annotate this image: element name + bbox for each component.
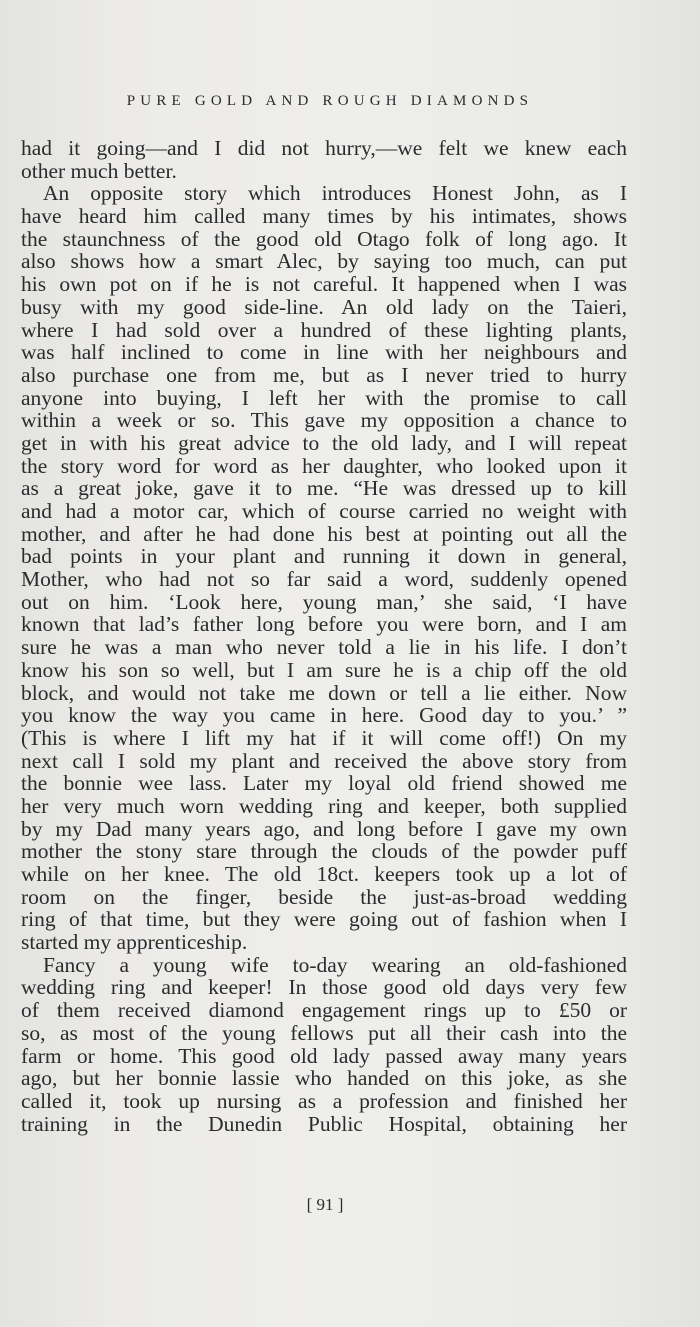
text-line: where I had sold over a hundred of these lighting plants, bbox=[21, 317, 627, 342]
text-line: by my Dad many years ago, and long before I gave my own bbox=[21, 816, 627, 841]
text-line: so, as most of the young fellows put all their cash into the bbox=[21, 1020, 627, 1045]
running-head: PURE GOLD AND ROUGH DIAMONDS bbox=[126, 93, 534, 109]
text-line: room on the finger, beside the just-as-broad wedding bbox=[21, 884, 627, 909]
text-line: bad points in your plant and running it down in general, bbox=[21, 544, 627, 569]
text-line: also shows how a smart Alec, by saying too much, can put bbox=[21, 249, 627, 274]
text-line: wedding ring and keeper! In those good old days very few bbox=[21, 975, 627, 1000]
text-line: ago, but her bonnie lassie who handed on this joke, as she bbox=[21, 1066, 627, 1091]
text-line: also purchase one from me, but as I never tried to hurry bbox=[21, 362, 627, 387]
text-line: Mother, who had not so far said a word, suddenly opened bbox=[21, 567, 627, 592]
text-line: next call I sold my plant and received the above story from bbox=[21, 748, 627, 773]
text-line: known that lad’s father long before you were born, and I am bbox=[21, 612, 627, 637]
text-line: mother the stony stare through the clouds of the powder puff bbox=[21, 839, 627, 864]
text-line: the bonnie wee lass. Later my loyal old friend showed me bbox=[21, 771, 627, 796]
text-line: started my apprenticeship. bbox=[21, 930, 248, 955]
text-line: the story word for word as her daughter, who looked upon it bbox=[21, 453, 627, 478]
body-text bbox=[21, 137, 627, 1135]
text-line: mother, and after he had done his best at pointing out all the bbox=[21, 521, 627, 546]
text-line: get in with his great advice to the old lady, and I will repeat bbox=[21, 430, 627, 455]
text-line: out on him. ‘Look here, young man,’ she said, ‘I have bbox=[21, 589, 627, 614]
text-line: as a great joke, gave it to me. “He was dressed up to kill bbox=[21, 476, 627, 501]
text-line: the staunchness of the good old Otago folk of long ago. It bbox=[21, 226, 627, 251]
text-line: (This is where I lift my hat if it will come off!) On my bbox=[21, 725, 627, 750]
text-line: busy with my good side-line. An old lady on the Taieri, bbox=[21, 294, 627, 319]
text-line: farm or home. This good old lady passed away many years bbox=[21, 1043, 627, 1068]
text-line: had it going—and I did not hurry,—we felt we knew each bbox=[21, 136, 627, 160]
text-line: of them received diamond engagement rings up to £50 or bbox=[21, 998, 627, 1023]
text-line: her very much worn wedding ring and keeper, both supplied bbox=[21, 793, 627, 818]
text-line: ring of that time, but they were going out of fashion when I bbox=[21, 907, 627, 932]
page-number: [ 91 ] bbox=[306, 1195, 344, 1214]
text-line: training in the Dunedin Public Hospital, obtaining her bbox=[21, 1111, 627, 1136]
text-line: other much better. bbox=[21, 158, 177, 183]
text-line: sure he was a man who never told a lie in his life. I don’t bbox=[21, 635, 627, 660]
text-line: his own pot on if he is not careful. It happened when I was bbox=[21, 272, 627, 297]
text-line: know his son so well, but I am sure he is a chip off the old bbox=[21, 657, 627, 682]
text-line: while on her knee. The old 18ct. keepers took up a lot of bbox=[21, 862, 627, 886]
text-line: within a week or so. This gave my opposition a chance to bbox=[21, 408, 627, 433]
text-line: you know the way you came in here. Good day to you.’ ” bbox=[21, 703, 627, 728]
text-line: was half inclined to come in line with her neighbours and bbox=[21, 340, 627, 365]
text-line: called it, took up nursing as a profession and finished her bbox=[21, 1088, 627, 1113]
text-line: have heard him called many times by his intimates, shows bbox=[21, 204, 627, 229]
text-line: and had a motor car, which of course carried no weight with bbox=[21, 499, 627, 523]
text-line: anyone into buying, I left her with the promise to call bbox=[21, 385, 627, 410]
text-line: An opposite story which introduces Honest John, as I bbox=[43, 181, 627, 206]
text-line: Fancy a young wife to-day wearing an old-fashioned bbox=[43, 952, 627, 977]
text-line: block, and would not take me down or tell a lie either. Now bbox=[21, 680, 627, 705]
